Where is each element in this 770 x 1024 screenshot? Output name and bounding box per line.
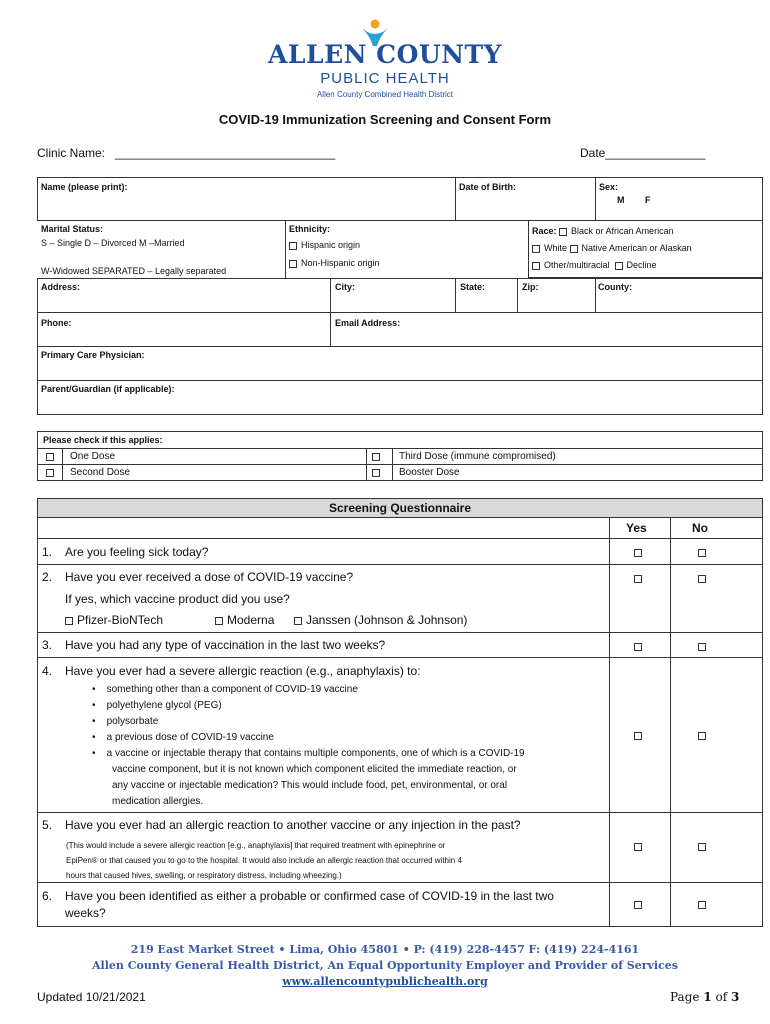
form-title: COVID-19 Immunization Screening and Consent Form <box>218 112 552 127</box>
checkbox-icon[interactable] <box>46 469 54 477</box>
dob-label[interactable]: Date of Birth: <box>459 182 516 192</box>
date-field[interactable]: Date_______________ <box>580 146 706 160</box>
q5-yes-checkbox[interactable] <box>634 843 642 851</box>
q4-bullets: • something other than a component of COVID-19 vaccine • polyethylene glycol (PEG) • polysorbate • a previous dose of COVID-19 vaccine • a vaccine or injectable therapy that contains multiple components, one of which is a COVID-19 vaccine component, but it is not known which component elicited the immediate reaction, or any vaccine or injectable medication? This would include food, pet, environmental, or oral medication allergies. <box>92 682 607 810</box>
bullet-item: • a vaccine or injectable therapy that contains multiple components, one of which is a COVID-19 <box>92 748 525 759</box>
questionnaire-title: Screening Questionnaire <box>37 498 763 518</box>
checkbox-icon[interactable] <box>294 617 302 625</box>
no-header: No <box>692 521 708 535</box>
q5-note: (This would include a severe allergic reaction [e.g., anaphylaxis] that required treatment with epinephrine or EpiPen® or that caused you to go to the hospital. It would also include an allergic reaction that occurred within 4 hours that caused hives, swelling, or respiratory distress, including wheezing.) <box>66 841 462 880</box>
race-black[interactable]: Race: Black or African American <box>532 226 674 236</box>
race-other-decline[interactable]: Other/multiracial Decline <box>532 260 657 270</box>
second-dose: Second Dose <box>70 467 131 478</box>
q2-no-checkbox[interactable] <box>698 575 706 583</box>
org-sub: PUBLIC HEALTH <box>320 70 450 87</box>
ethnicity-label: Ethnicity: <box>289 224 331 234</box>
marital-label: Marital Status: <box>41 224 104 234</box>
marital-options[interactable]: S – Single D – Divorced M –Married <box>41 238 185 248</box>
state-label[interactable]: State: <box>460 282 486 292</box>
logo <box>0 14 770 98</box>
checkbox-icon <box>559 228 567 236</box>
q5-no-checkbox[interactable] <box>698 843 706 851</box>
ethnicity-non-hispanic[interactable]: Non-Hispanic origin <box>289 258 380 268</box>
one-dose: One Dose <box>70 451 116 462</box>
zip-label[interactable]: Zip: <box>522 282 539 292</box>
updated-date: Updated 10/21/2021 <box>37 990 146 1004</box>
footer-tagline: Allen County General Health District, An Equal Opportunity Employer and Provider of Services <box>92 959 678 972</box>
yes-header: Yes <box>626 521 647 535</box>
bullet-item: • polyethylene glycol (PEG) <box>92 700 222 711</box>
sex-f[interactable]: F <box>645 195 651 205</box>
q6-yes-checkbox[interactable] <box>634 901 642 909</box>
guardian-label[interactable]: Parent/Guardian (if applicable): <box>41 384 175 394</box>
booster-dose: Booster Dose <box>399 467 460 478</box>
bullet-item: • a previous dose of COVID-19 vaccine <box>92 732 274 743</box>
address-label[interactable]: Address: <box>41 282 81 292</box>
question-2: 2. Have you ever received a dose of COVID-19 vaccine? If yes, which vaccine product did you use? Pfizer-BioNTech Moderna Janssen (Johnson & Johnson) <box>42 570 468 627</box>
checkbox-icon <box>615 262 623 270</box>
q2-yes-checkbox[interactable] <box>634 575 642 583</box>
footer-website-link[interactable]: www.allencountypublichealth.org <box>282 975 488 988</box>
q3-yes-checkbox[interactable] <box>634 643 642 651</box>
phone-label[interactable]: Phone: <box>41 318 72 328</box>
email-label[interactable]: Email Address: <box>335 318 401 328</box>
county-label[interactable]: County: <box>598 282 632 292</box>
checkbox-icon <box>570 245 578 253</box>
org-name: ALLEN COUNTY <box>268 40 502 69</box>
checkbox-icon <box>532 262 540 270</box>
sex-label: Sex: <box>599 182 619 192</box>
dose-title: Please check if this applies: <box>43 435 163 445</box>
marital-options-2[interactable]: W-Widowed SEPARATED – Legally separated <box>41 266 227 276</box>
q1-no-checkbox[interactable] <box>698 549 706 557</box>
bullet-item: • something other than a component of COVID-19 vaccine <box>92 684 358 695</box>
race-white-native[interactable]: White Native American or Alaskan <box>532 243 692 253</box>
org-tagline: Allen County Combined Health District <box>316 90 454 99</box>
checkbox-icon[interactable] <box>46 453 54 461</box>
q3-no-checkbox[interactable] <box>698 643 706 651</box>
name-row <box>37 177 763 221</box>
pcp-label[interactable]: Primary Care Physician: <box>41 350 145 360</box>
footer-address: 219 East Market Street • Lima, Ohio 45801 • P: (419) 228-4457 F: (419) 224-4161 <box>130 943 640 956</box>
checkbox-icon <box>289 260 297 268</box>
checkbox-icon <box>532 245 540 253</box>
clinic-name-field[interactable]: Clinic Name: _________________________________ <box>37 146 336 160</box>
city-label[interactable]: City: <box>335 282 355 292</box>
page-number: Page 1 of 3 <box>670 990 740 1004</box>
name-label[interactable]: Name (please print): <box>41 182 128 192</box>
q1-yes-checkbox[interactable] <box>634 549 642 557</box>
checkbox-icon[interactable] <box>372 453 380 461</box>
q4-yes-checkbox[interactable] <box>634 732 642 740</box>
q4-no-checkbox[interactable] <box>698 732 706 740</box>
third-dose: Third Dose (immune compromised) <box>399 451 556 462</box>
checkbox-icon[interactable] <box>65 617 73 625</box>
ethnicity-hispanic[interactable]: Hispanic origin <box>289 240 360 250</box>
checkbox-icon[interactable] <box>372 469 380 477</box>
checkbox-icon <box>289 242 297 250</box>
bullet-item: • polysorbate <box>92 716 159 727</box>
checkbox-icon[interactable] <box>215 617 223 625</box>
sex-m[interactable]: M <box>617 195 625 205</box>
q6-no-checkbox[interactable] <box>698 901 706 909</box>
